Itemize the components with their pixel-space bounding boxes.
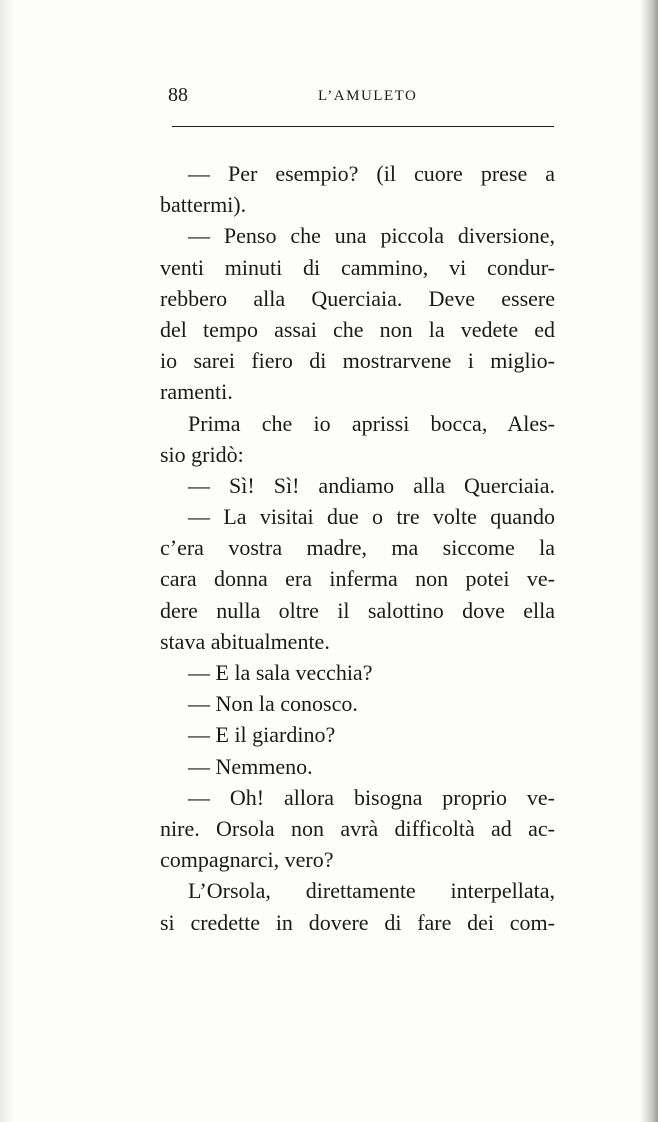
- page-number: 88: [168, 84, 188, 106]
- text-line: dere nulla oltre il salottino dove ella: [160, 597, 555, 623]
- text-line: compagnarci, vero?: [160, 847, 334, 873]
- body-text: [160, 158, 555, 938]
- text-line: ramenti.: [160, 379, 233, 405]
- text-line: stava abitualmente.: [160, 628, 330, 654]
- running-title: L’AMULETO: [318, 88, 418, 104]
- text-line: del tempo assai che non la vedete ed: [160, 316, 555, 342]
- text-line: — La visitai due o tre volte quando: [188, 504, 555, 530]
- text-line: io sarei fiero di mostrarvene i miglio-: [160, 348, 555, 374]
- header-rule: [172, 126, 554, 127]
- text-line: battermi).: [160, 192, 247, 218]
- page-header: [168, 80, 556, 112]
- text-line: rebbero alla Querciaia. Deve essere: [160, 285, 555, 311]
- text-line: — Penso che una piccola diversione,: [188, 223, 555, 249]
- text-line: — E il giardino?: [188, 722, 336, 748]
- text-line: L’Orsola, direttamente interpellata,: [188, 878, 555, 904]
- text-line: — Oh! allora bisogna proprio ve-: [188, 784, 555, 810]
- text-line: si credette in dovere di fare dei com-: [160, 909, 555, 935]
- text-line: cara donna era inferma non potei ve-: [160, 566, 555, 592]
- text-line: — Nemmeno.: [188, 753, 313, 779]
- text-line: sio gridò:: [160, 441, 244, 467]
- text-line: c’era vostra madre, ma siccome la: [160, 535, 555, 561]
- text-line: Prima che io aprissi bocca, Ales-: [188, 410, 555, 436]
- text-line: — Non la conosco.: [188, 691, 358, 717]
- text-line: nire. Orsola non avrà difficoltà ad ac-: [160, 815, 555, 841]
- text-line: — E la sala vecchia?: [188, 660, 373, 685]
- text-line: — Sì! Sì! andiamo alla Querciaia.: [188, 472, 555, 498]
- text-line: venti minuti di cammino, vi condur-: [160, 254, 555, 280]
- page-left-edge: [0, 0, 14, 1122]
- page-right-edge: [640, 0, 658, 1122]
- text-line: — Per esempio? (il cuore prese a: [188, 161, 555, 186]
